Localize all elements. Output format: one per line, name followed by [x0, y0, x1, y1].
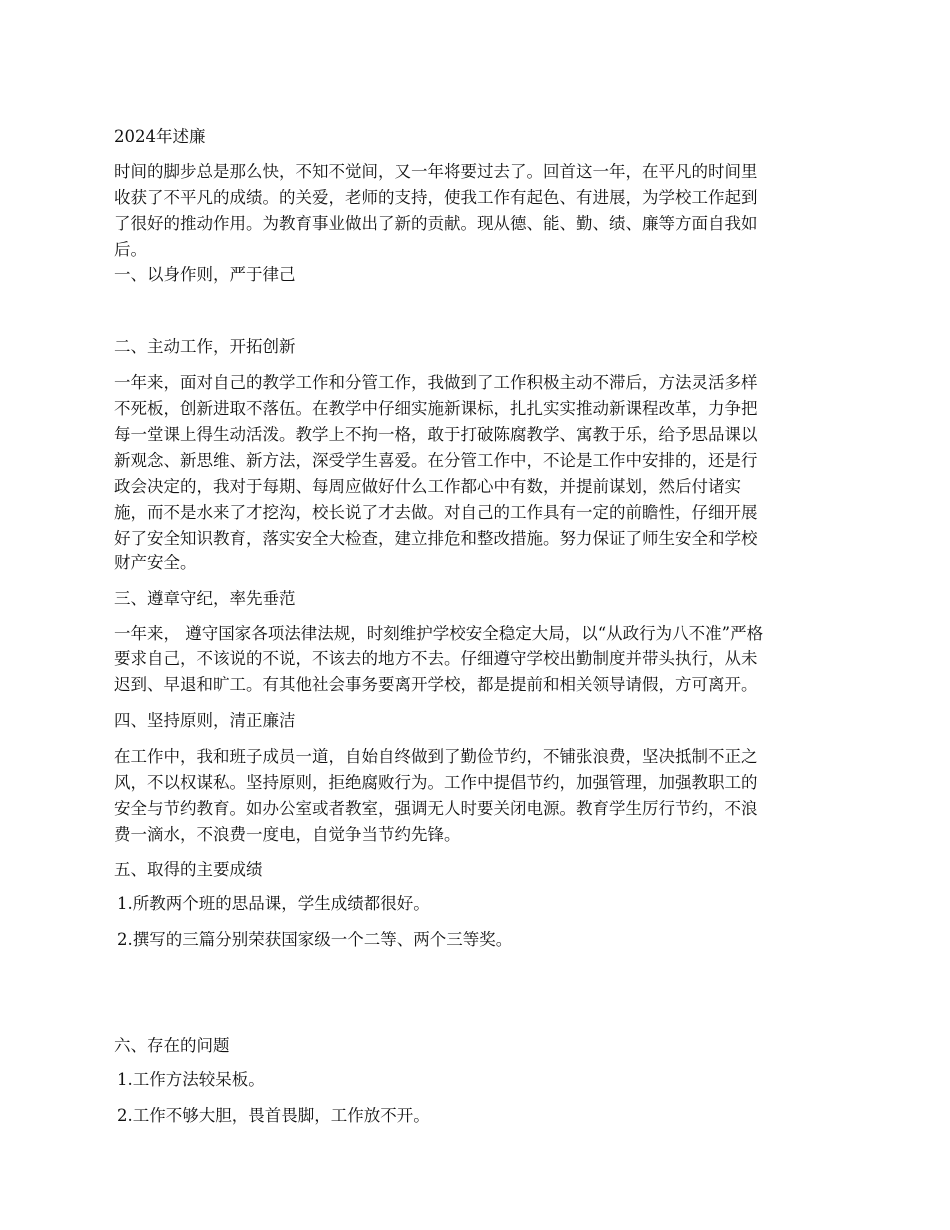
- section-heading-3: 三、遵章守纪，率先垂范: [114, 589, 296, 608]
- paragraph-line: 不死板，创新进取不落伍。在教学中仔细实施新课标，扎扎实实推动新课程改革，力争把: [114, 399, 758, 418]
- paragraph-line: 费一滴水，不浪费一度电，自觉争当节约先锋。: [114, 825, 461, 844]
- list-item: 2.撰写的三篇分别荣获国家级一个二等、两个三等奖。: [117, 930, 513, 949]
- list-item: 1.所教两个班的思品课，学生成绩都很好。: [117, 894, 430, 913]
- paragraph-line: 一年来， 遵守国家各项法律法规，时刻维护学校安全稳定大局，以“从政行为八不准”严格: [114, 624, 764, 643]
- paragraph-line: 新观念、新思维、新方法，深受学生喜爱。在分管工作中，不论是工作中安排的，还是行: [114, 451, 758, 470]
- paragraph-line: 政会决定的，我对于每期、每周应做好什么工作都心中有数，并提前谋划，然后付诸实: [114, 477, 741, 496]
- paragraph-line: 风，不以权谋私。坚持原则，拒绝腐败行为。工作中提倡节约，加强管理，加强教职工的: [114, 773, 758, 792]
- paragraph-line: 好了安全知识教育，落实安全大检查，建立排危和整改措施。努力保证了师生安全和学校: [114, 529, 758, 548]
- list-item: 1.工作方法较呆板。: [117, 1070, 265, 1089]
- section-heading-2: 二、主动工作，开拓创新: [114, 337, 296, 356]
- paragraph-line: 收获了不平凡的成绩。的关爱，老师的支持，使我工作有起色、有进展，为学校工作起到: [114, 188, 758, 207]
- list-item: 2.工作不够大胆，畏首畏脚，工作放不开。: [117, 1106, 430, 1125]
- paragraph-line: 财产安全。: [114, 553, 197, 572]
- paragraph-line: 迟到、早退和旷工。有其他社会事务要离开学校，都是提前和相关领导请假，方可离开。: [114, 675, 758, 694]
- section-heading-4: 四、坚持原则，清正廉洁: [114, 711, 296, 730]
- paragraph-line: 一年来，面对自己的教学工作和分管工作，我做到了工作积极主动不滞后，方法灵活多样: [114, 373, 758, 392]
- paragraph-line: 时间的脚步总是那么快，不知不觉间，又一年将要过去了。回首这一年，在平凡的时间里: [114, 162, 758, 181]
- paragraph-line: 了很好的推动作用。为教育事业做出了新的贡献。现从德、能、勤、绩、廉等方面自我如: [114, 214, 758, 233]
- paragraph-line: 每一堂课上得生动活泼。教学上不拘一格，敢于打破陈腐教学、寓教于乐，给予思品课以: [114, 425, 758, 444]
- paragraph-line: 在工作中，我和班子成员一道，自始自终做到了勤俭节约，不铺张浪费，坚决抵制不正之: [114, 747, 758, 766]
- paragraph-line: 施，而不是水来了才挖沟，校长说了才去做。对自己的工作具有一定的前瞻性，仔细开展: [114, 503, 758, 522]
- paragraph-line: 安全与节约教育。如办公室或者教室，强调无人时要关闭电源。教育学生厉行节约，不浪: [114, 799, 758, 818]
- paragraph-line: 后。: [114, 240, 147, 259]
- paragraph-line: 要求自己，不该说的不说，不该去的地方不去。仔细遵守学校出勤制度并带头执行，从未: [114, 649, 758, 668]
- section-heading-5: 五、取得的主要成绩: [114, 860, 263, 879]
- section-heading-6: 六、存在的问题: [114, 1036, 230, 1055]
- document-title: 2024年述廉: [114, 127, 206, 146]
- section-heading-1: 一、以身作则，严于律己: [114, 265, 296, 284]
